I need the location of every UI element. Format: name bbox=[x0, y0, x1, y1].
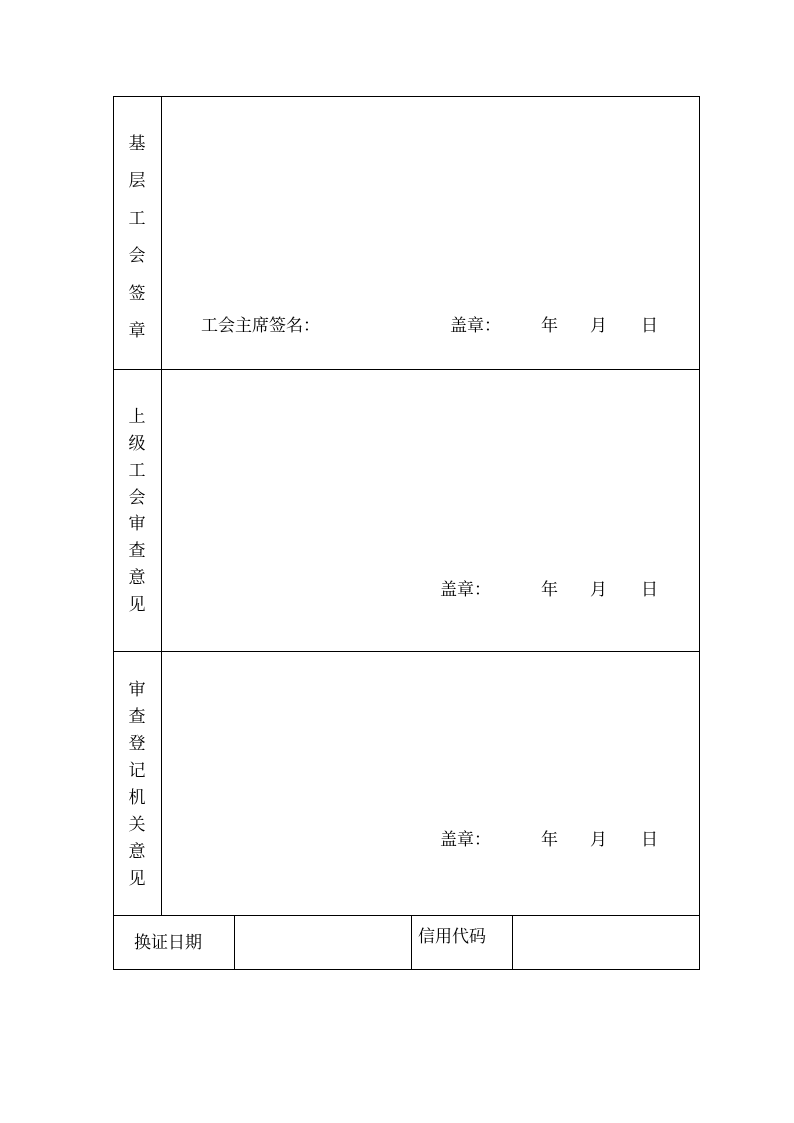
label-char: 意 bbox=[128, 568, 146, 589]
year-label: 年 bbox=[541, 830, 558, 850]
registration-form-table bbox=[113, 96, 700, 970]
label-char: 会 bbox=[128, 246, 146, 267]
label-char: 审 bbox=[128, 680, 146, 700]
label-char: 上 bbox=[128, 407, 146, 427]
label-char: 查 bbox=[128, 707, 146, 727]
label-char: 会 bbox=[128, 487, 146, 508]
footer-divider-1 bbox=[234, 915, 235, 970]
label-char: 意 bbox=[128, 842, 146, 862]
row-divider-2 bbox=[113, 651, 700, 652]
day-label: 日 bbox=[641, 316, 658, 336]
label-column-divider bbox=[161, 96, 162, 915]
label-char: 签 bbox=[128, 283, 146, 304]
label-char: 记 bbox=[128, 761, 146, 781]
month-label: 月 bbox=[590, 316, 607, 336]
table-top-border bbox=[113, 96, 700, 97]
table-right-border bbox=[699, 96, 700, 970]
section-label-registration-authority-review bbox=[113, 682, 161, 888]
label-char: 登 bbox=[128, 734, 146, 754]
label-char: 工 bbox=[128, 460, 146, 481]
month-label: 月 bbox=[590, 830, 607, 850]
label-char: 查 bbox=[128, 541, 146, 562]
table-bottom-border bbox=[113, 969, 700, 970]
seal-label: 盖章： bbox=[440, 580, 491, 600]
label-char: 基 bbox=[128, 134, 146, 154]
seal-label: 盖章： bbox=[450, 316, 501, 336]
renewal-date-value[interactable] bbox=[243, 935, 403, 955]
section-label-superior-union-review bbox=[113, 409, 161, 614]
day-label: 日 bbox=[641, 830, 658, 850]
year-label: 年 bbox=[541, 580, 558, 600]
day-label: 日 bbox=[641, 580, 658, 600]
label-char: 章 bbox=[128, 320, 146, 341]
credit-code-label: 信用代码 bbox=[418, 927, 486, 947]
month-label: 月 bbox=[590, 580, 607, 600]
credit-code-value[interactable] bbox=[521, 935, 691, 955]
label-char: 工 bbox=[128, 208, 146, 229]
seal-label: 盖章： bbox=[440, 830, 491, 850]
label-char: 级 bbox=[128, 433, 146, 454]
label-char: 见 bbox=[128, 594, 146, 615]
label-char: 机 bbox=[128, 788, 146, 808]
chair-signature-label: 工会主席签名： bbox=[201, 316, 320, 336]
label-char: 审 bbox=[128, 514, 146, 535]
label-char: 关 bbox=[128, 815, 146, 835]
section-label-grassroots-union-seal bbox=[113, 136, 161, 340]
footer-divider-2 bbox=[411, 915, 412, 970]
renewal-date-label: 换证日期 bbox=[134, 933, 202, 953]
label-char: 层 bbox=[128, 171, 146, 192]
year-label: 年 bbox=[541, 316, 558, 336]
row-divider-1 bbox=[113, 369, 700, 370]
footer-divider-3 bbox=[512, 915, 513, 970]
label-char: 见 bbox=[128, 869, 146, 889]
row-divider-3 bbox=[113, 915, 700, 916]
